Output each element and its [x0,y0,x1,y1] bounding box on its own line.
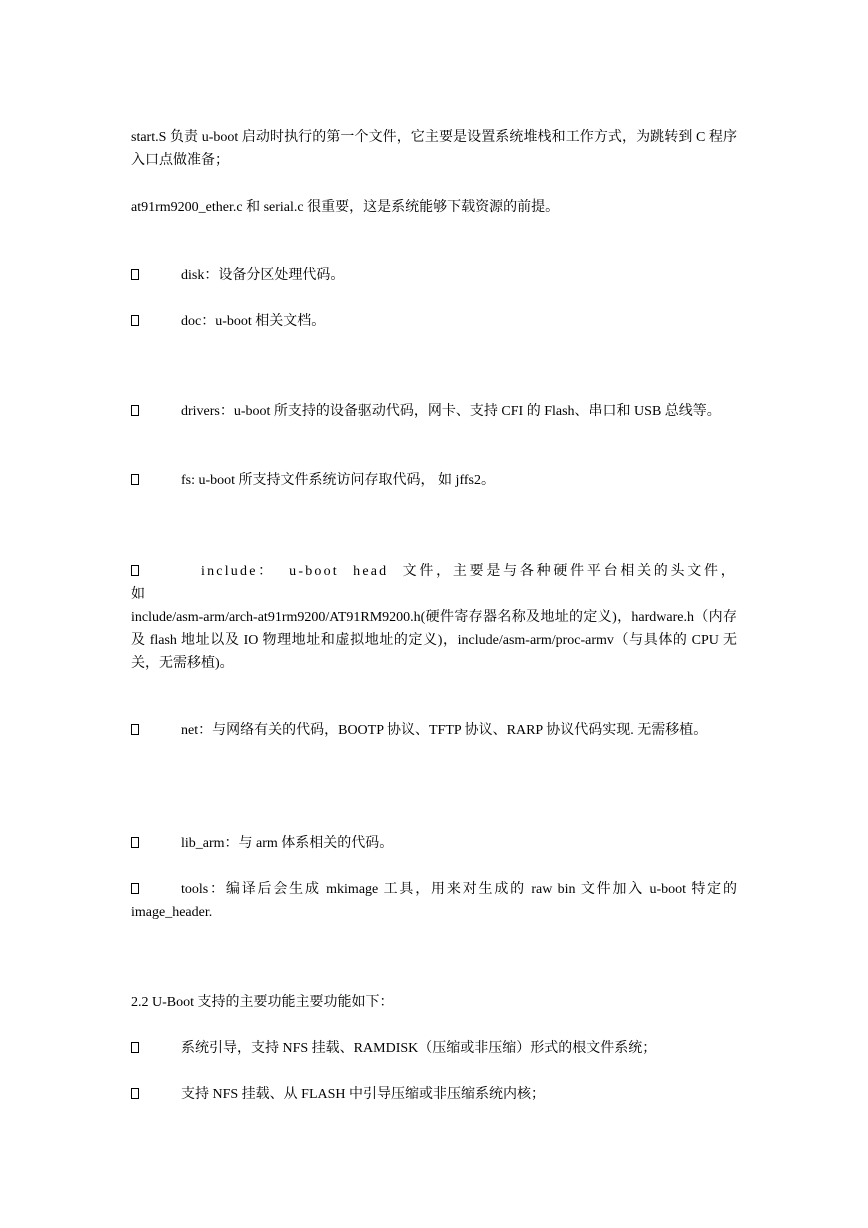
list-item-tools [131,878,737,924]
bullet-icon [131,1042,139,1053]
list-item-text: doc：u-boot 相关文档。 [181,314,326,329]
list-item-text: tools：编译后会生成 mkimage 工具，用来对生成的 raw bin 文件加入 u-boot 特定的 image_header. [131,882,737,920]
bullet-icon [131,1088,139,1099]
list-item-net [131,719,737,742]
bullet-icon [131,474,139,485]
section-heading: 2.2 U-Boot 支持的主要功能主要功能如下： [131,995,394,1010]
bullet-icon [131,883,139,894]
paragraph-start-s: start.S 负责 u-boot 启动时执行的第一个文件，它主要是设置系统堆栈和工作方式，为跳转到 C 程序入口点做准备； [131,130,737,168]
list-item-lib-arm [131,832,737,855]
list-item-text-continued: include/asm-arm/arch-at91rm9200/AT91RM9200.h(硬件寄存器名称及地址的定义)，hardware.h（内存及 flash 地址以及 IO 物理地址和虚拟地址的定义)，include/asm-arm/proc-armv（与具体的 CPU 无关，无需移植)。 [131,610,737,671]
list-item-doc [131,310,737,333]
list-item-text: include： u-boot head 文件，主要是与各种硬件平台相关的头文件，如 [131,564,737,602]
paragraph-ether-serial: at91rm9200_ether.c 和 serial.c 很重要，这是系统能够下载资源的前提。 [131,200,560,215]
list-item-disk [131,264,737,287]
bullet-icon [131,315,139,326]
bullet-icon [131,724,139,735]
list-item-text: drivers：u-boot 所支持的设备驱动代码，网卡、支持 CFI 的 Flash、串口和 USB 总线等。 [181,404,721,419]
list-item-text: 支持 NFS 挂载、从 FLASH 中引导压缩或非压缩系统内核； [181,1087,546,1102]
list-item-include [131,560,737,675]
list-item-text: 系统引导，支持 NFS 挂载、RAMDISK（压缩或非压缩）形式的根文件系统； [181,1041,657,1056]
bullet-icon [131,405,139,416]
list-item-text: lib_arm：与 arm 体系相关的代码。 [181,836,394,851]
bullet-icon [131,837,139,848]
list-item-feature-boot [131,1037,737,1060]
list-item-text: disk：设备分区处理代码。 [181,268,345,283]
list-item-text: fs: u-boot 所支持文件系统访问存取代码， 如 jffs2。 [181,473,495,488]
list-item-fs [131,469,737,492]
bullet-icon [131,269,139,280]
list-item-feature-nfs [131,1083,737,1106]
list-item-text: net：与网络有关的代码，BOOTP 协议、TFTP 协议、RARP 协议代码实现. 无需移植。 [181,723,708,738]
list-item-drivers [131,400,737,423]
bullet-icon [131,565,139,576]
